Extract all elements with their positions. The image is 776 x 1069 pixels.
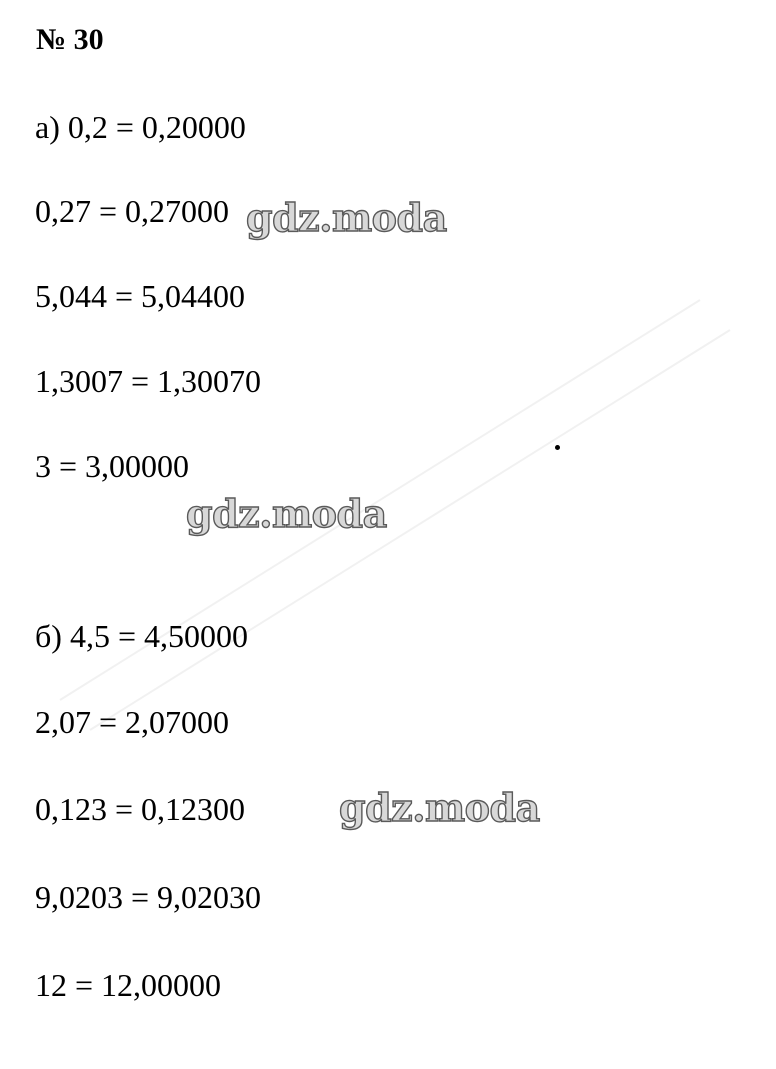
answer-line-a4: 1,3007 = 1,30070 <box>35 363 262 399</box>
answer-line-a3: 5,044 = 5,04400 <box>35 278 246 314</box>
watermark-logo: gdz.moda <box>339 785 540 830</box>
answer-line-b4: 9,0203 = 9,02030 <box>35 879 262 915</box>
answer-line-b3: 0,123 = 0,12300 <box>35 791 246 827</box>
answer-line-b1: б) 4,5 = 4,50000 <box>35 618 248 654</box>
watermark-logo: gdz.moda <box>186 491 387 536</box>
answer-line-a1: а) 0,2 = 0,20000 <box>35 109 246 145</box>
answer-line-a2: 0,27 = 0,27000 <box>35 193 230 229</box>
answer-line-a5: 3 = 3,00000 <box>35 448 190 484</box>
answer-line-b2: 2,07 = 2,07000 <box>35 704 230 740</box>
exercise-number: № 30 <box>36 23 104 56</box>
answer-line-b5: 12 = 12,00000 <box>35 967 222 1003</box>
ink-dot <box>555 445 560 450</box>
watermark-logo: gdz.moda <box>246 195 447 240</box>
